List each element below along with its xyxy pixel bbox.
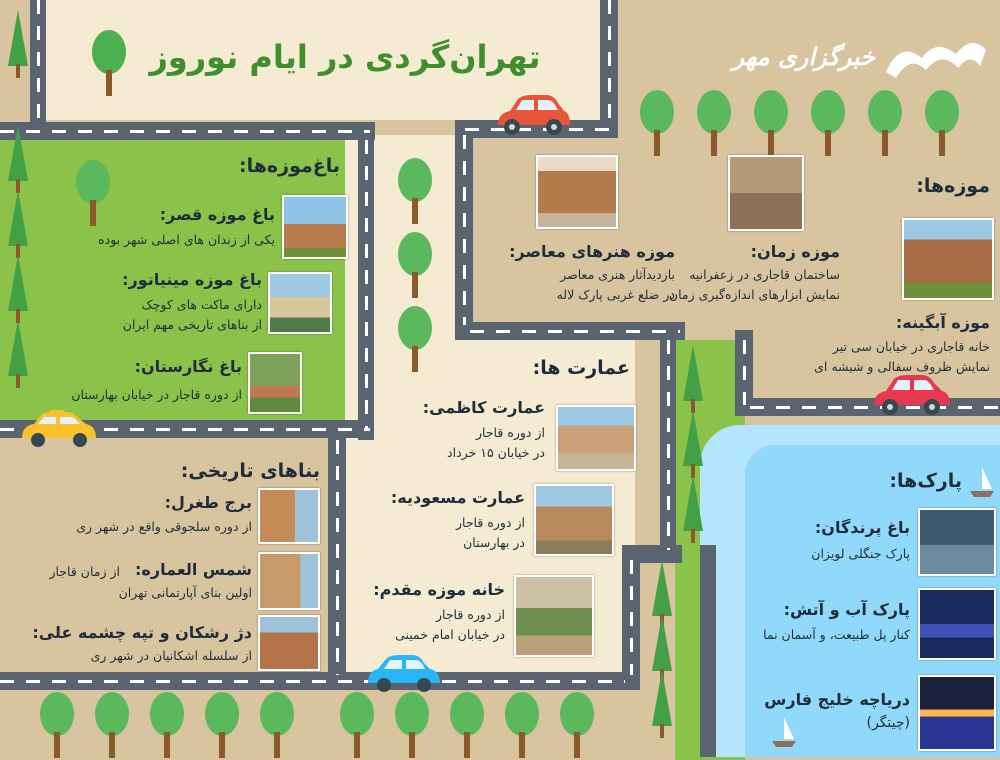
tree-icon [450,692,484,758]
pine-tree-icon [683,345,703,415]
item-title: باغ نگارستان: [134,357,242,376]
photo-persian-gulf-lake [918,675,996,751]
item-text: نمایش ابزارهای اندازه‌گیری زمان [668,287,840,302]
car-icon [366,655,442,693]
pine-tree-icon [8,10,28,80]
item-text: از دوره قاجار [475,425,545,440]
taxi-icon [20,410,98,448]
section-heading-historic-buildings: بناهای تاریخی: [180,460,320,482]
item-title: موزه آبگینه: [895,313,990,332]
page-title: تهران‌گردی در ایام نوروز [149,38,541,76]
tree-icon [868,90,902,156]
tree-icon [754,90,788,156]
item-text: اولین بنای آپارتمانی تهران [118,585,252,600]
photo-negarestan-garden [248,352,302,414]
sailboat-icon [968,465,996,499]
item-text: از دوره قاجار در خیابان بهارستان [71,387,242,402]
car-icon [492,95,572,137]
photo-contemporary-art-museum [536,155,618,229]
item-text: از دوره قاجار [455,515,525,530]
item-text: بازدیدآثار هنری معاصر [560,267,675,282]
tree-icon [95,692,129,758]
pine-tree-icon [652,670,672,740]
photo-toghrol-tower [258,488,320,544]
photo-time-museum [728,155,804,231]
item-text: از دوره قاجار [435,607,505,622]
tree-icon [40,692,74,758]
photo-bird-garden [918,508,996,576]
photo-qasr-garden [282,195,348,259]
tree-icon [560,692,594,758]
tree-icon [205,692,239,758]
item-text: در بهارستان [463,535,525,550]
item-text: ساختمان قاجاری در زعفرانیه [689,267,840,282]
pine-tree-icon [683,410,703,480]
item-title: دریاچه خلیج فارس [764,690,910,709]
tree-icon [811,90,845,156]
section-heading-mansions: عمارت ها: [532,357,630,379]
item-text: در خیابان ۱۵ خرداد [447,445,545,460]
item-title: موزه هنرهای معاصر: [509,242,675,261]
photo-moghadam-house [514,575,594,657]
section-heading-parks: پارک‌ها: [889,470,962,492]
item-text: در ضلع غربی پارک لاله [556,287,675,302]
pine-tree-icon [683,475,703,545]
tree-icon [92,30,126,96]
item-text: یکی از زندان های اصلی شهر بوده [98,232,275,247]
photo-miniature-garden [268,272,332,334]
section-heading-museum-gardens: باغ‌موزه‌ها: [239,155,340,177]
item-text: پارک جنگلی لویزان [811,546,910,561]
item-title: باغ موزه مینیاتور: [122,270,262,289]
car-icon [872,375,952,417]
tree-icon [398,306,432,372]
item-title: موزه زمان: [750,242,840,261]
item-title: برج طغرل: [164,493,252,512]
item-title: پارک آب و آتش: [783,600,910,619]
photo-shams-ol-emareh [258,552,320,610]
tree-icon [260,692,294,758]
tree-icon [505,692,539,758]
item-text: از دوره سلجوقی واقع در شهر ری [76,519,252,534]
tree-icon [925,90,959,156]
item-text: (چیتگر) [866,715,910,731]
item-title: عمارت کاظمی: [422,398,545,417]
pine-tree-icon [8,125,28,195]
item-title: عمارت مسعودیه: [390,488,525,507]
tree-icon [398,232,432,298]
photo-rashkan-fort [258,615,320,671]
tree-icon [340,692,374,758]
item-title: دژ رشکان و تپه چشمه علی: [32,623,252,642]
photo-water-fire-park [918,588,996,660]
tree-icon [697,90,731,156]
photo-abgineh-museum [902,218,994,300]
item-title: باغ موزه قصر: [159,205,275,224]
tree-icon [398,158,432,224]
tree-icon [395,692,429,758]
item-text: کنار پل طبیعت، و آسمان نما [763,627,910,642]
photo-masoudieh-mansion [534,484,614,556]
item-title: شمس العماره: [135,560,252,579]
item-text: از سلسله اشکانیان در شهر ری [90,648,252,663]
item-text: دارای ماکت های کوچک [141,297,262,312]
item-text: نمایش ظروف سفالی و شیشه ای [814,359,990,374]
mehr-logo-icon [880,32,990,86]
item-text: خانه قاجاری در خیابان سی تیر [832,339,990,354]
brand-logo [660,30,990,90]
tree-icon [150,692,184,758]
item-text: از زمان قاجار [49,564,120,579]
brand-name: خبرگزاری مهر [732,42,875,71]
item-title: خانه موزه مقدم: [373,580,505,599]
item-title: باغ پرندگان: [814,518,910,537]
tree-icon [640,90,674,156]
item-text: از بناهای تاریخی مهم ایران [122,317,262,332]
section-heading-museums: موزه‌ها: [916,175,990,197]
photo-kazemi-mansion [556,405,636,471]
item-text: در خیابان امام خمینی [395,627,505,642]
